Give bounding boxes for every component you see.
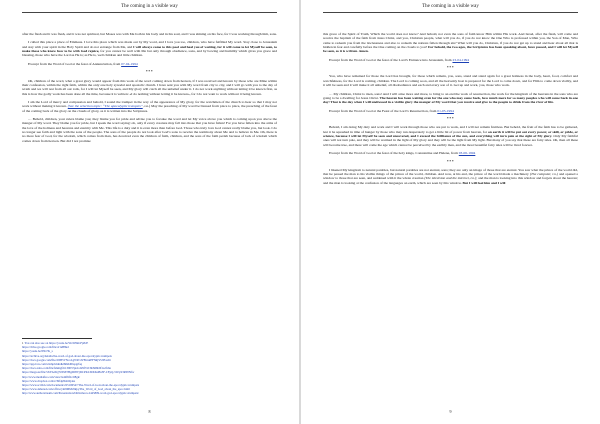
date-link[interactable]: 01-05-1994 bbox=[437, 108, 454, 113]
footnote-url[interactable]: https://docs.zoho.com/file/fshmgf2r13903?pid=d29f7a5:6b8d6b9f1a2fc6e bbox=[22, 366, 112, 371]
right-page bbox=[301, 0, 600, 424]
footnote-url[interactable]: You can also see on https://youtu.be/WzW6kLFp8cE bbox=[24, 341, 89, 345]
excerpt-source: Excerpt from the Word of God at the feast of the Lord’s Entrance into Jerusalem, from 23-04-1994 bbox=[329, 57, 470, 62]
paragraph: … My children, Christ is risen, sons! And I will arise more and more, to bring to an end the work of resurrection, the work for the kingdom of the heavens in the sons who are going to be a dwelling for Jesus Christ. The heaven has been waiting even for the one who may come back, how much more for so many peoples who will come back in one day! That is the day when I will undressed in a visible glory the manger of My word that you receive and give to the people to drink from the river of life. bbox=[323, 91, 578, 105]
footnote-url[interactable]: https://mega.nz/file/5XYAtZQ7#TMTHgdD8VjDCPKLSDbKsBn3F-CFpQ-5WqX3RT0Nfw bbox=[22, 370, 135, 375]
footnote-rule bbox=[22, 338, 92, 339]
section-separator: *** bbox=[446, 116, 455, 122]
page-number: 8 bbox=[148, 409, 151, 414]
footnote-url[interactable]: https://docs.google.com/file/d/0B5VNcoLgWPcdVEhrutEFSRjVUlE/edit bbox=[22, 357, 111, 362]
footnote-url[interactable]: https://drive.google.com/file/d/1aB8kd bbox=[22, 345, 69, 350]
footnote-url[interactable]: https://archive.org/details/the-word-of-god-about-the-apocalyptic-trumpets bbox=[22, 353, 112, 358]
paragraph: this grace of the Spirit of Truth, Which the world does not know? And behold, not even the sons of faith know Him within His work. And Israel, after the flesh, will come and receive the baptism of the faith from Jesus Christ, and you, Christian people, what will you do, if you do not know the One Who is professed within you, the Son of Man, Who came to redeem you from the lawlessness and also to redeem the nations fallen through sin? What will you do, Christian, if you do not get up to stand and hear about all that is hidden in fear and carefully before the One coming on the clouds to you? For behold, the two ages, the Scriptures has been speaking about, have passed, and I will let Myself be seen, as it is written. Amen. bbox=[323, 32, 578, 54]
paragraph: Behold, I am doing My duty and work and I will work through those who are put to work, and I will not remain fruitless. But behold, the fruit of the faith has to be gathered, lest it be squashed in time of hunger by those who may run desperately to get a little bit of power from heaven, for on earth it will be put out every power, or skill, or pride, or science, because I will let Myself be seen and uncovered, and I exceed the brilliance of the sun, and everything will turn pale at the sight of My glory. Only My faithful ones will not turn pale, and they will be warmed in the light of My glory and they will be the light from My light. But many of you say that these are fairy tales. Oh, then all these will become true, and there will come the age which cannot be perceived by the earthly man, and the most beautiful fairy tales will be lived forever. bbox=[323, 125, 579, 147]
running-head: The coming in a visible way bbox=[121, 4, 178, 9]
paragraph: I am the Lord of mercy and compassion and behold, I sound the trumpet in the way of the appearance of My glory, for the watchmen of the church to hear so that I may not work without making it known. (See the selection topic: “The apocalyptic trumpets”, r.n.) May the preaching of My word be blessed from place to place, the preaching of the feast of the coming back of the glory on the clouds of glory, as it is written into the Scriptures. bbox=[22, 100, 277, 113]
section-separator: *** bbox=[145, 69, 154, 75]
section-separator: *** bbox=[446, 158, 455, 164]
left-page bbox=[0, 0, 299, 424]
paragraph: Oh, children of the word, what a great glory would appear from this work of the word coming down from heaven, if I was received and known by those who are Mine within their confession, within the right faith, within the only one holy synodal and apostolic church. I have sent you with My word from city to city, and I will go with you to the day of wrath and we will rest from all our toils, for I will let Myself be seen, and My glory will catch all the unbelief under it. I do not work anything without letting it be known first, as this is how the godly work has been done all the time, because it is written: «I do nothing without letting it be known», for I do not want to work without it being known. bbox=[22, 78, 277, 96]
right-page-body bbox=[323, 32, 578, 189]
header-rule bbox=[22, 12, 277, 13]
topic-link[interactable]: (See the selection topic: “The apocalyptic trumpets” bbox=[67, 104, 143, 109]
footnote-url[interactable]: https://www.dropbox.com/s/39f4p8i4rtbj4as bbox=[22, 378, 76, 383]
footnote-url[interactable]: https://youtu.be/0Ns7K_s bbox=[22, 349, 53, 354]
excerpt-source: Excerpt from the Word of God at the Feast of the Lord’s Resurrection, from 01-05-1994 bbox=[329, 108, 454, 113]
footnote-url[interactable]: https://app.box.com/s/tnhpb2uhdkl6i6dd0lapgrfaq bbox=[22, 362, 83, 367]
paragraph: You, who have remained for those the Lord has brought, for those which remain, you, sons, stand and stand again for a great holiness in the body, heart, food, comfort and watchfulness, for the Lord is coming, children. The Lord is coming soon, and all the heavenly host is prepared for the Lord to come down, and for Him to come down visibly, and it will be seen and it will make it all unbelief, all disobedience and each and every son of it. Get up and work, you, those who work. bbox=[323, 74, 578, 88]
footnote-url[interactable]: http://www.authorstream.com/Presentation/bibliotheca-2445809-word-god-apocalyptic-trumpets/ bbox=[22, 391, 139, 396]
paragraph: after the flesh and it was flesh, and it was not spiritual, but Moses was with Me both in his body and in his soul, and I was shining on his face, for I was working through him, sons. bbox=[22, 32, 277, 36]
date-link[interactable]: 23-04-1994 bbox=[452, 57, 470, 62]
footnote-url[interactable]: https://www.4shared.com/office/ym9MMv6kjq/The_Word_of_God_about_the_apoc.html bbox=[22, 387, 130, 392]
section-separator: *** bbox=[446, 65, 455, 71]
footnote-link[interactable] bbox=[22, 391, 277, 395]
paragraph: … Behold, children, your rulers blame you; they blame you for pride and advise you to forsake the word and let My voice above you which is coming upon you above the manger of My word. They blame you for pride, but I speak the word saying: oh, only if every creature may fall into those that you have fallen! For you have fallen into the arms of the love of the holiness and heavens and eternity with Me. This life is a duty and it is even more than before God. Those who truly love God cannot really blame you, but look. I do no longer see faith and light with the sons of the people. The sons of the people do not look after God’s sons to receive the testimony about Me and to believe in Me. Oh, there is no more fear of God, for the wisdom, which comes from man, has deceived even the children of faith, children, and the sons of the faith perish because of lack of wisdom which comes down from heaven. But did I not promise bbox=[22, 117, 277, 143]
running-head: The coming in a visible way bbox=[422, 4, 479, 9]
date-link[interactable]: 07-04-1994 bbox=[121, 61, 138, 66]
footnote-url[interactable]: https://www.scribd.com/document/225106547/The-Word-of-God-about-the-apocalyptic-trumpets bbox=[22, 383, 140, 388]
excerpt-source: Excerpt from the Word of God at the feast of Annunciation, from 07-04-1994 bbox=[28, 61, 138, 66]
page-number: 9 bbox=[449, 409, 452, 414]
header-rule bbox=[323, 12, 578, 13]
footnote-url[interactable]: http://www.mediafire.com/view/lsd4f6f2c2l8gk/ bbox=[22, 374, 81, 379]
paragraph: I likened My kingdom to natural parables, but natural parables are not eternal, sons; they are only an image of those that are eternal. You saw what the prince of the world did, that he passed the man to his visible things of the prince of the world, children. And now, at his end, the prince of the world made a machinery (The computer, r.n.) and opened a window to those that are seen, and saddened with it the whole creation (The television and the internet, r.n.); and the man is looking into this window and forgets about the heaven; and the man is looking at the confusion of the languages on earth, which are seen by this window. But I will fool him and I will bbox=[323, 167, 578, 185]
paragraph: I called this place a place of Emmaus. I love this place which was made out by My word, and I love you too, children, who have fulfilled My word. Stay close to Jerusalem and stay with your spirit in the Holy Spirit and do not estrange from Me, and I will always come to this pool and heal you of waiting, for it will come to let Myself be seen, to make those who know how to be with God rejoice, for you cannot be well with Me but only through obedience, sons, and by bowing and humility which gives you grace and blessing, those who have the Lord as He is; as He is, well children and little children. bbox=[22, 40, 278, 58]
date-link[interactable]: 03-06-1994 bbox=[458, 151, 476, 156]
footnotes bbox=[22, 338, 277, 396]
excerpt-source: Excerpt from the Word of God at the feast of the holy kings, Constantine and Helene, from 03-06-1994 bbox=[329, 151, 476, 156]
footnote-number: 1 bbox=[22, 341, 24, 345]
left-page-body bbox=[22, 32, 277, 147]
